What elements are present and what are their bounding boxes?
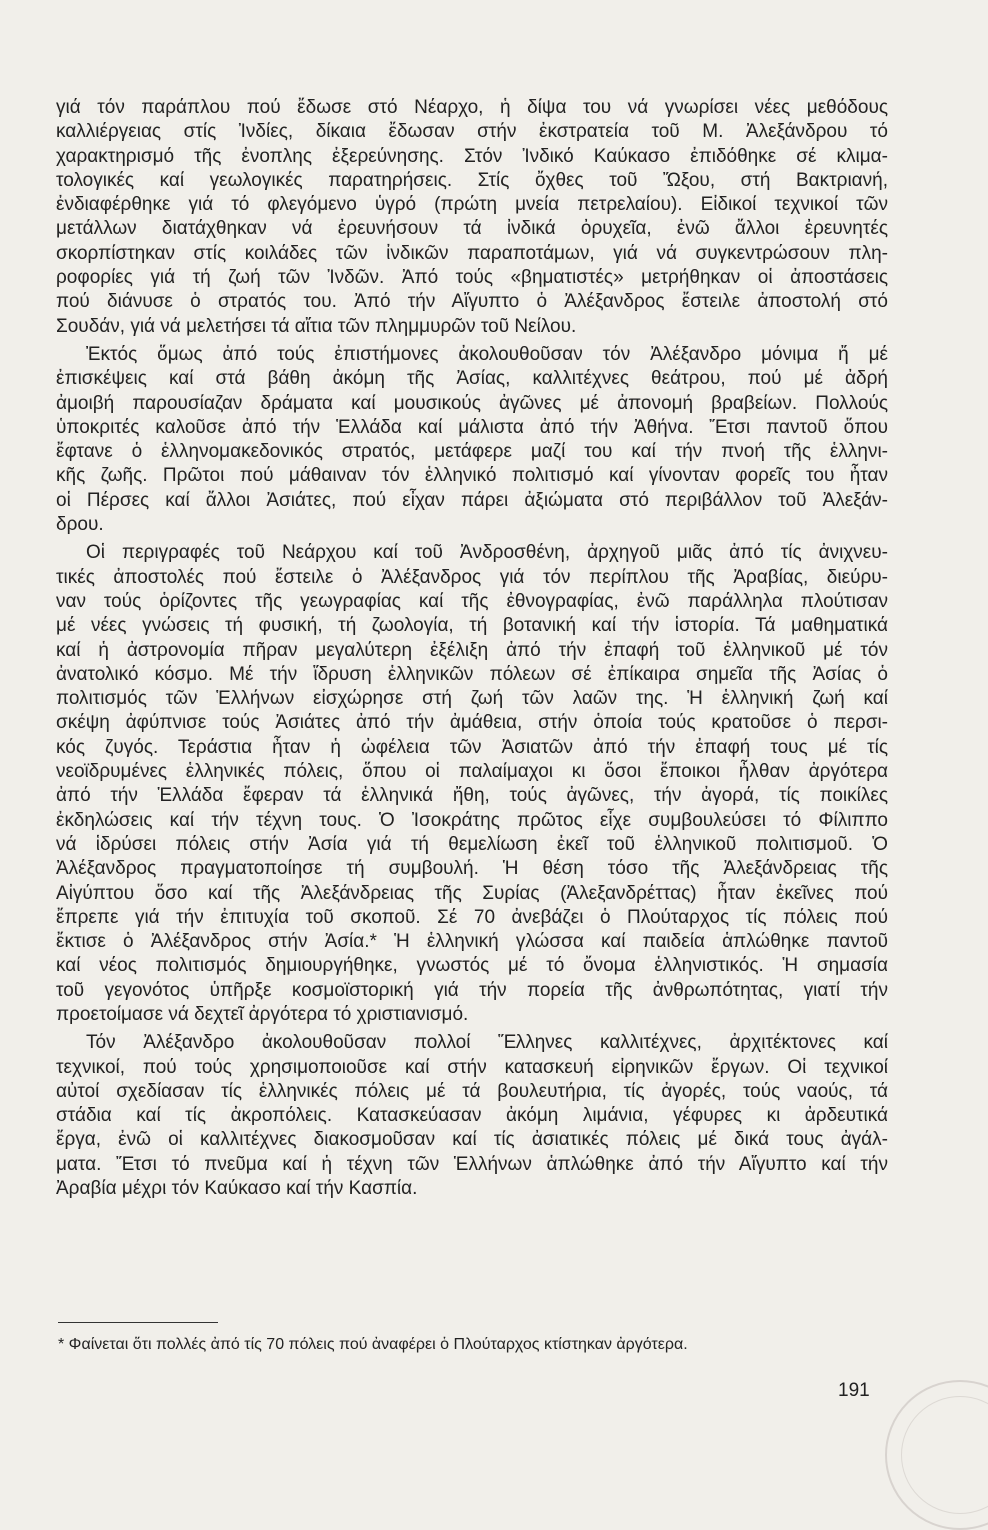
text-line: ἔφτανε ὁ ἑλληνομακεδονικός στρατός, μετάφερε μαζί του καί τήν πνοή τῆς ἑλληνι- [56, 441, 888, 463]
text-line: ναν τούς ὁρίζοντες τῆς γεωγραφίας καί τῆς ἐθνογραφίας, ἐνῶ παράλληλα πλούτισαν [56, 590, 888, 612]
text-line: πού διάνυσε ὁ στρατός του. Ἀπό τήν Αἴγυπτο ὁ Ἀλέξανδρος ἔστειλε ἀποστολή στό [56, 291, 888, 313]
body-text [56, 96, 888, 1201]
text-line: χαρακτηρισμό τῆς ἐνοπλης ἐξερεύνησης. Στόν Ἰνδικό Καύκασο ἐπιδόθηκε σέ κλιμα- [56, 145, 888, 167]
text-line: καλλιέργειας στίς Ἰνδίες, δίκαια ἔδωσαν στήν ἐκστρατεία τοῦ Μ. Ἀλεξάνδρου τό [56, 121, 888, 143]
text-line: ἐπισκέψεις καί στά βάθη ἀκόμη τῆς Ἀσίας, καλλιτέχνες θεάτρου, πού μέ ἀδρή [56, 368, 888, 390]
text-line: ἔργα, ἐνῶ οἱ καλλιτέχνες διακοσμοῦσαν καί τίς ἀσιατικές πόλεις μέ δικά τους ἀγάλ- [56, 1129, 888, 1151]
text-line: ἀνατολικό κόσμο. Μέ τήν ἵδρυση ἑλληνικῶν πόλεων σέ ἐπίκαιρα σημεῖα τῆς Ἀσίας ὁ [56, 663, 888, 685]
text-line: Ἐκτός ὅμως ἀπό τούς ἐπιστήμονες ἀκολουθοῦσαν τόν Ἀλέξανδρο μόνιμα ἤ μέ [86, 343, 888, 365]
text-line: σκορπίστηκαν στίς κοιλάδες τῶν ἰνδικῶν παραποτάμων, γιά νά συγκεντρώσουν πλη- [56, 242, 888, 264]
text-line: γιά τόν παράπλου πού ἔδωσε στό Νέαρχο, ἡ δίψα του νά γνωρίσει νέες μεθόδους [56, 97, 888, 118]
text-line: Τόν Ἀλέξανδρο ἀκολουθοῦσαν πολλοί Ἕλληνες καλλιτέχνες, ἀρχιτέκτονες καί [86, 1032, 888, 1054]
text-line: Ἀλέξανδρος πραγματοποίησε τή συμβουλή. Ἡ θέση τόσο τῆς Ἀλεξάνδρειας τῆς [56, 858, 888, 880]
text-line: τικές ἀποστολές πού ἔστειλε ὁ Ἀλέξανδρος γιά τόν περίπλου τῆς Ἀραβίας, διεύρυ- [56, 566, 888, 588]
text-line: Σουδάν, γιά νά μελετήσει τά αἴτια τῶν πλημμυρῶν τοῦ Νείλου. [56, 315, 577, 337]
text-line: τολογικές καί γεωλογικές παρατηρήσεις. Στίς ὄχθες τοῦ Ὤξου, στή Βακτριανή, [56, 169, 888, 191]
text-line: οἱ Πέρσες καί ἄλλοι Ἀσιάτες, πού εἶχαν πάρει ἀξιώματα στό περιβάλλον τοῦ Ἀλεξάν- [56, 489, 888, 511]
text-line: στάδια καί τίς ἀκροπόλεις. Κατασκεύασαν ἀκόμη λιμάνια, γέφυρες κι ἀρδευτικά [56, 1105, 888, 1127]
text-line: Αἰγύπτου ὅσο καί τῆς Ἀλεξάνδρειας τῆς Συρίας (Ἀλεξανδρέττας) ἦταν ἐκεῖνες πού [56, 882, 888, 904]
text-line: Ἀραβία μέχρι τόν Καύκασο καί τήν Κασπία. [56, 1178, 418, 1200]
text-line: κῆς ζωῆς. Πρῶτοι πού μάθαιναν τόν ἑλληνικό πολιτισμό καί γίνονταν φορεῖς του ἦταν [56, 465, 888, 487]
text-line: μέ νέες γνώσεις τή φυσική, τή ζωολογία, τή βοτανική καί τήν ἱστορία. Τά μαθηματικά [56, 615, 888, 637]
text-line: Οἱ περιγραφές τοῦ Νεάρχου καί τοῦ Ἀνδροσθένη, ἀρχηγοῦ μιᾶς ἀπό τίς ἀνιχνευ- [86, 542, 888, 564]
text-line: ματα. Ἔτσι τό πνεῦμα καί ἡ τέχνη τῶν Ἑλλήνων ἁπλώθηκε ἀπό τήν Αἴγυπτο καί τήν [56, 1153, 888, 1175]
text-line: αὐτοί σχεδίασαν τίς ἑλληνικές πόλεις μέ τά βουλευτήρια, τίς ἀγορές, τούς ναούς, τά [56, 1080, 888, 1102]
text-line: ἔκτισε ὁ Ἀλέξανδρος στήν Ἀσία.* Ἡ ἑλληνική γλώσσα καί παιδεία ἁπλώθηκε παντοῦ [56, 931, 888, 953]
text-line: ἐκδηλώσεις καί τήν τέχνη τους. Ὁ Ἰσοκράτης πρῶτος εἶχε συμβουλεύσει τό Φίλιππο [56, 809, 888, 831]
text-line: ἀπό τήν Ἑλλάδα ἔφεραν τά ἑλληνικά ἤθη, τούς ἀγῶνες, τήν ἀγορά, τίς ποικίλες [56, 785, 888, 807]
text-line: ὑποκριτές καλοῦσε ἀπό τήν Ἑλλάδα καί μάλιστα ἀπό τήν Ἀθήνα. Ἔτσι παντοῦ ὅπου [56, 416, 888, 438]
text-line: ἐνδιαφέρθηκε γιά τό φλεγόμενο ὑγρό (πρώτη μνεία πετρελαίου). Εἰδικοί τεχνικοί τῶν [56, 194, 888, 216]
text-line: νά ἱδρύσει πόλεις στήν Ἀσία γιά τή θεμελίωση ἐκεῖ τοῦ ἑλληνικοῦ πολιτισμοῦ. Ὁ [56, 833, 888, 855]
text-line: νεοϊδρυμένες ἑλληνικές πόλεις, ὅπου οἱ παλαίμαχοι κι ὅσοι ἔποικοι ἦλθαν ἀργότερα [56, 761, 888, 783]
footnote-divider [58, 1322, 218, 1323]
library-stamp-icon [885, 1380, 988, 1530]
footnote: * Φαίνεται ὅτι πολλές ἀπό τίς 70 πόλεις πού ἀναφέρει ὁ Πλούταρχος κτίστηκαν ἀργότερα. [58, 1336, 688, 1353]
text-line: πολιτισμός τῶν Ἑλλήνων εἰσχώρησε στή ζωή τῶν λαῶν της. Ἡ ἑλληνική ζωή καί [56, 688, 888, 710]
text-line: κός ζυγός. Τεράστια ἦταν ἡ ὠφέλεια τῶν Ἀσιατῶν ἀπό τήν ἐπαφή τους μέ τίς [56, 736, 888, 758]
text-line: ροφορίες γιά τή ζωή τῶν Ἰνδῶν. Ἀπό τούς «βηματιστές» μετρήθηκαν οἱ ἀποστάσεις [56, 267, 888, 289]
text-line: καί ἡ ἀστρονομία πῆραν μεγαλύτερη ἐξέλιξη ἀπό τήν ἐπαφή τοῦ ἑλληνικοῦ μέ τόν [56, 639, 888, 661]
text-line: σκέψη ἀφύπνισε τούς Ἀσιάτες ἀπό τήν ἀμάθεια, στήν ὁποία τούς κρατοῦσε ὁ περσι- [56, 712, 888, 734]
page-number: 191 [838, 1380, 870, 1401]
text-line: μετάλλων διατάχθηκαν νά ἐρευνήσουν τά ἰνδικά ὀρυχεῖα, ἐνῶ ἄλλοι ἐρευνητές [56, 218, 888, 240]
text-line: τεχνικοί, πού τούς χρησιμοποιοῦσε καί στήν κατασκευή εἰρηνικῶν ἔργων. Οἱ τεχνικοί [56, 1056, 888, 1078]
text-line: τοῦ γεγονότος ὑπῆρξε κοσμοϊστορική γιά τήν πορεία τῆς ἀνθρωπότητας, γιατί τήν [56, 979, 888, 1001]
text-line: καί νέος πολιτισμός δημιουργήθηκε, γνωστός μέ τό ὄνομα ἑλληνιστικός. Ἡ σημασία [56, 955, 888, 977]
text-line: προετοίμασε νά δεχτεῖ ἀργότερα τό χριστιανισμό. [56, 1003, 469, 1025]
text-line: ἔπρεπε γιά τήν ἐπιτυχία τοῦ σκοποῦ. Σέ 70 ἀνεβάζει ὁ Πλούταρχος τίς πόλεις πού [56, 906, 888, 928]
text-line: ἀμοιβή παρουσίαζαν δράματα καί μουσικούς ἀγῶνες μέ ἀπονομή βραβείων. Πολλούς [56, 392, 888, 414]
text-line: δρου. [56, 514, 104, 536]
